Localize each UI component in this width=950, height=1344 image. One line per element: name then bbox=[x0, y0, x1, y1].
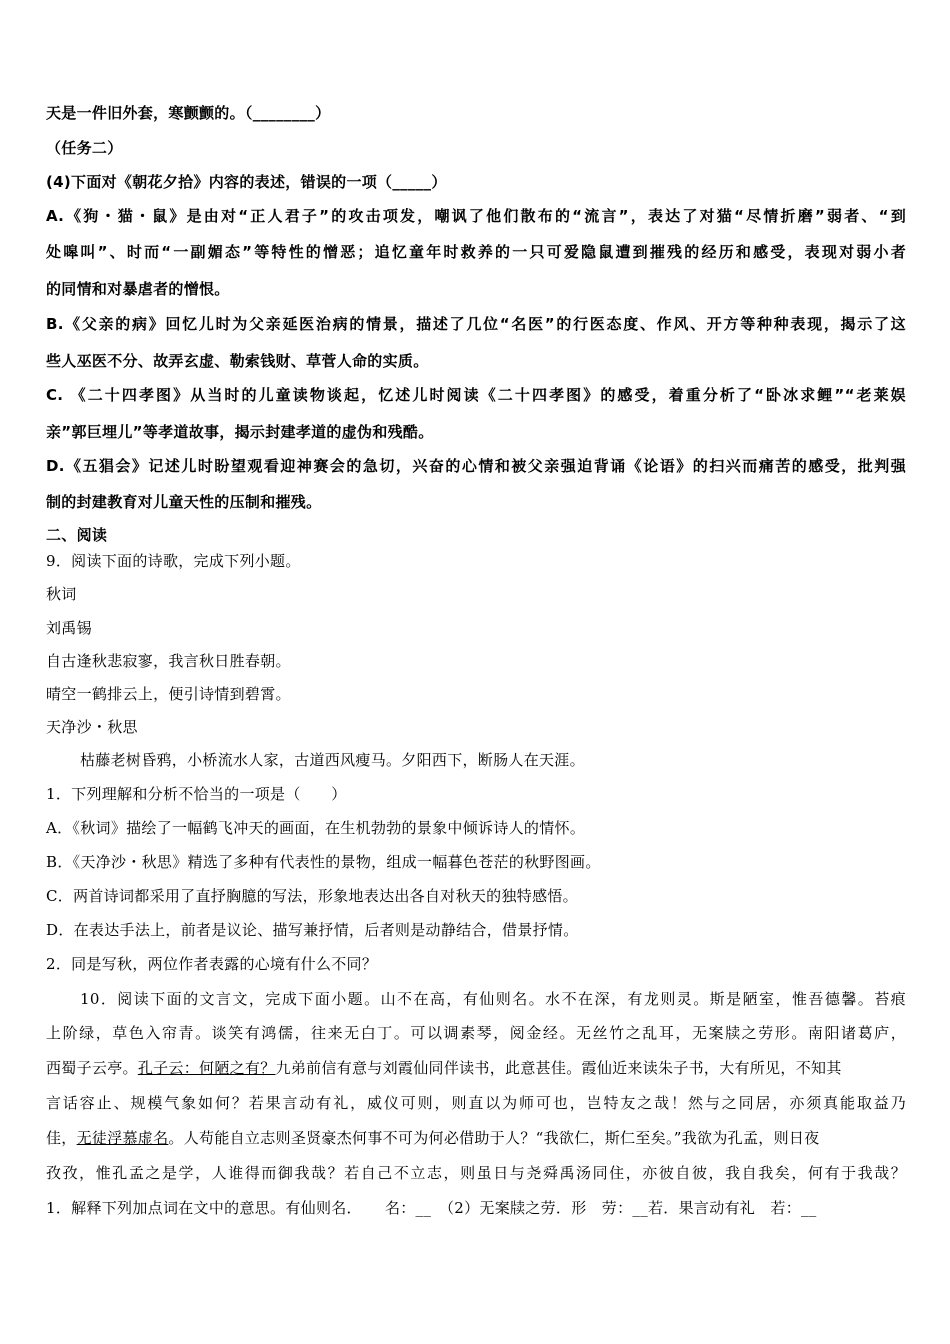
option-d-line-1: D.《五猖会》记述儿时盼望观看迎神赛会的急切，兴奋的心情和被父亲强迫背诵《论语》的扫兴而痛苦的感受，批判强 bbox=[46, 457, 906, 475]
sub-question-2: 2．同是写秋，两位作者表露的心境有什么不同？ bbox=[46, 955, 378, 973]
choice-a: A．《秋词》描绘了一幅鹤飞冲天的画面，在生机勃勃的景象中倾诉诗人的情怀。 bbox=[46, 819, 586, 837]
option-c-line-2: 亲”郭巨埋儿”等孝道故事，揭示封建孝道的虚伪和残酷。 bbox=[46, 423, 434, 441]
option-b-line-1: B.《父亲的病》回忆儿时为父亲延医治病的情景，描述了几位“名医”的行医态度、作风、开方等种种表现，揭示了这 bbox=[46, 315, 906, 333]
underlined-phrase: 孔子云：何陋之有？ bbox=[137, 1059, 276, 1077]
prose-line-5 bbox=[46, 1127, 819, 1148]
option-d-line-2: 制的封建教育对儿童天性的压制和摧残。 bbox=[46, 493, 322, 511]
option-a-line-3: 的同情和对暴虐者的憎恨。 bbox=[46, 280, 230, 298]
question-9: 9．阅读下面的诗歌，完成下列小题。 bbox=[46, 552, 301, 570]
option-c-line-1: C. 《二十四孝图》从当时的儿童读物谈起，忆述儿时阅读《二十四孝图》的感受，着重分析了“卧冰求鲤”“老莱娱 bbox=[46, 386, 906, 404]
question-4: (4)下面对《朝花夕拾》内容的表述，错误的一项（_____） bbox=[46, 173, 447, 191]
section-heading: 二、阅读 bbox=[46, 526, 108, 544]
choice-c: C．两首诗词都采用了直抒胸臆的写法，形象地表达出各自对秋天的独特感悟。 bbox=[46, 887, 578, 905]
poem-author: 刘禹锡 bbox=[46, 619, 92, 637]
task-heading: （任务二） bbox=[46, 139, 123, 157]
choice-d: D．在表达手法上，前者是议论、描写兼抒情，后者则是动静结合，借景抒情。 bbox=[46, 921, 579, 939]
prose-text: 九弟前信有意与刘霞仙同伴读书，此意甚佳。霞仙近来读朱子书，大有所见，不知其 bbox=[275, 1059, 842, 1077]
choice-b: B．《天净沙・秋思》精选了多种有代表性的景物，组成一幅暮色苍茫的秋野图画。 bbox=[46, 853, 601, 871]
prose-line-2: 上阶绿，草色入帘青。谈笑有鸿儒，往来无白丁。可以调素琴，阅金经。无丝竹之乱耳，无案牍之劳形。南阳诸葛庐， bbox=[46, 1024, 906, 1042]
option-a-line-2: 处嗥叫”、时而“一副媚态”等特性的憎恶；追忆童年时救养的一只可爱隐鼠遭到摧残的经历和感受，表现对弱小者 bbox=[46, 243, 906, 261]
sub-question-10-1: 1．解释下列加点词在文中的意思。有仙则名． 名：__ （2）无案牍之劳．形 劳：__若．果言动有礼 若：__ bbox=[46, 1199, 817, 1217]
poem-title-1: 秋词 bbox=[46, 585, 77, 603]
poem-verse-3: 枯藤老树昏鸦，小桥流水人家，古道西风瘦马。夕阳西下，断肠人在天涯。 bbox=[80, 751, 585, 769]
option-a-line-1: A.《狗・猫・鼠》是由对“正人君子”的攻击项发，嘲讽了他们散布的“流言”，表达了对猫“尽情折磨”弱者、“到 bbox=[46, 207, 906, 225]
option-b-line-2: 些人巫医不分、故弄玄虚、勒索钱财、草菅人命的实质。 bbox=[46, 352, 429, 370]
prose-line-6: 孜孜，惟孔孟之是学，人谁得而御我哉？若自己不立志，则虽日与尧舜禹汤同住，亦彼自彼，我自我矣，何有于我哉？ bbox=[46, 1164, 906, 1182]
prose-text: 。人苟能自立志则圣贤豪杰何事不可为何必借助于人？“我欲仁，斯仁至矣。”我欲为孔孟，则日夜 bbox=[168, 1129, 820, 1147]
prose-text: 佳， bbox=[46, 1129, 77, 1147]
prose-line-3 bbox=[46, 1057, 842, 1078]
poem-title-2: 天净沙・秋思 bbox=[46, 718, 138, 736]
underlined-phrase: 无徒浮慕虚名 bbox=[76, 1129, 169, 1147]
question-10-line-1: 10．阅读下面的文言文，完成下面小题。山不在高，有仙则名。水不在深，有龙则灵。斯是陋室，惟吾德馨。苔痕 bbox=[80, 990, 906, 1008]
sub-question-1: 1．下列理解和分析不恰当的一项是（ ） bbox=[46, 785, 347, 803]
poem-verse-1: 自古逢秋悲寂寥，我言秋日胜春朝。 bbox=[46, 652, 291, 670]
prose-text: 西蜀子云亭。 bbox=[46, 1059, 138, 1077]
poem-verse-2: 晴空一鹤排云上，便引诗情到碧霄。 bbox=[46, 685, 291, 703]
prose-line-4: 言话容止、规模气象如何？若果言动有礼，威仪可则，则直以为师可也，岂特友之哉！然与之同居，亦须真能取益乃 bbox=[46, 1094, 906, 1112]
text-line: 天是一件旧外套，寒颤颤的。（________） bbox=[46, 104, 331, 122]
